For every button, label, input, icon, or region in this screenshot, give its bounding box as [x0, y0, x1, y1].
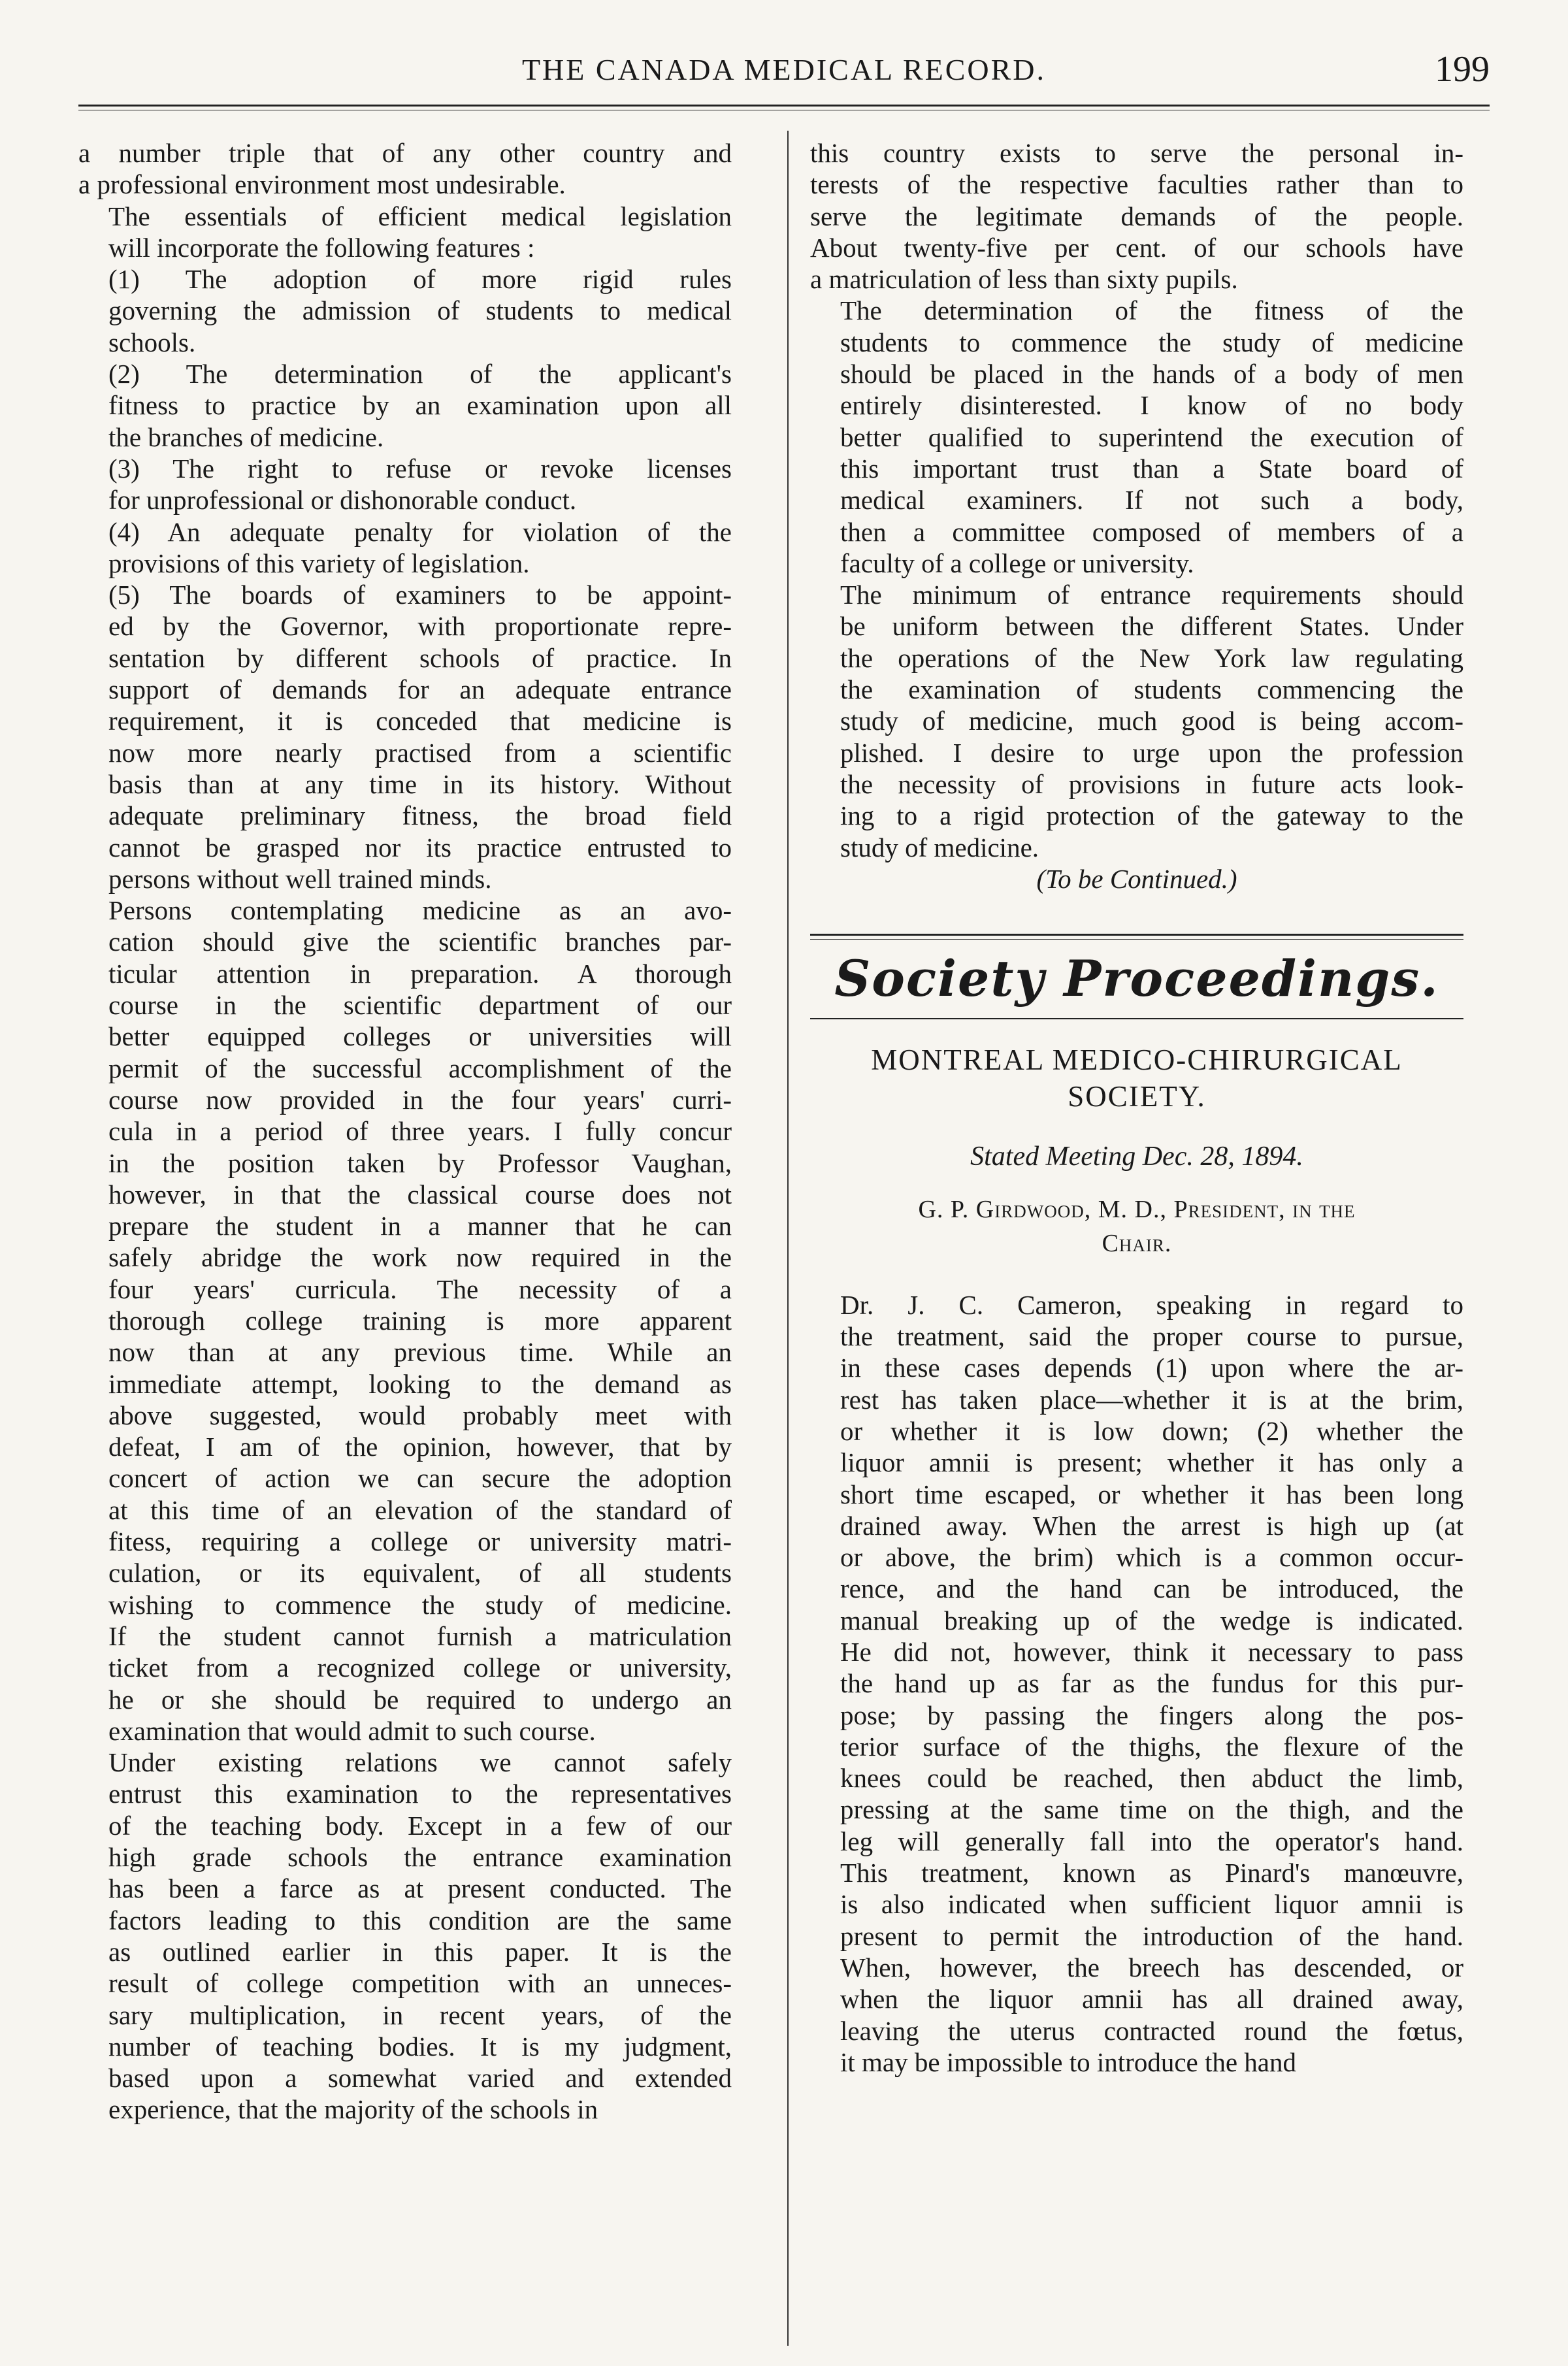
text-line: then a committee composed of members of a	[840, 516, 1463, 547]
text-line: the branches of medicine.	[108, 421, 384, 452]
text-line: he or she should be required to undergo an	[108, 1684, 732, 1715]
text-line: short time escaped, or whether it has been long	[840, 1479, 1463, 1509]
text-line: Persons contemplating medicine as an avo-	[108, 895, 732, 926]
paragraph	[810, 295, 1463, 579]
section-separator	[810, 934, 1463, 940]
society-name-line2: SOCIETY.	[1068, 1080, 1206, 1113]
text-line: This treatment, known as Pinard's manœuvre,	[840, 1858, 1463, 1888]
text-line: entirely disinterested. I know of no body	[840, 390, 1463, 421]
paragraph	[78, 895, 732, 1747]
section-title-rule	[810, 1018, 1463, 1019]
section-title: Society Proceedings.	[834, 949, 1439, 1008]
text-line: or whether it is low down; (2) whether the	[840, 1415, 1463, 1446]
society-name-line1: MONTREAL MEDICO-CHIRURGICAL	[871, 1043, 1403, 1077]
text-line: terior surface of the thighs, the flexure of the	[840, 1731, 1463, 1762]
text-line: culation, or its equivalent, of all students	[108, 1558, 732, 1588]
text-line: Dr. J. C. Cameron, speaking in regard to	[840, 1289, 1463, 1320]
text-line: requirement, it is conceded that medicine is	[108, 706, 732, 736]
text-line: sentation by different schools of practice. In	[108, 642, 732, 673]
text-line: wishing to commence the study of medicine.	[108, 1589, 732, 1620]
text-line: students to commence the study of medicine	[840, 327, 1463, 357]
text-line: a matriculation of less than sixty pupils.	[810, 264, 1238, 295]
to-be-continued: (To be Continued.)	[1036, 863, 1237, 894]
text-line: ing to a rigid protection of the gateway to the	[840, 800, 1463, 831]
text-line: permit of the successful accomplishment of the	[108, 1053, 732, 1083]
text-line: He did not, however, think it necessary to pass	[840, 1636, 1463, 1667]
text-line: at this time of an elevation of the standard of	[108, 1494, 732, 1525]
paragraph	[78, 358, 732, 453]
text-line: experience, that the majority of the schools in	[108, 2094, 598, 2125]
text-line: The minimum of entrance requirements should	[840, 580, 1463, 610]
text-line: be uniform between the different States. Under	[840, 611, 1463, 642]
text-line: or above, the brim) which is a common occur-	[840, 1542, 1463, 1573]
text-line: leaving the uterus contracted round the fœtus,	[840, 2015, 1463, 2046]
text-line: (5) The boards of examiners to be appoint-	[108, 580, 732, 610]
paragraph	[810, 1289, 1463, 2078]
left-column	[78, 137, 732, 2346]
text-line: cannot be grasped nor its practice entrusted to	[108, 832, 732, 863]
text-line: persons without well trained minds.	[108, 863, 492, 894]
text-line: serve the legitimate demands of the people.	[810, 201, 1463, 231]
paragraph	[810, 137, 1463, 295]
text-line: adequate preliminary fitness, the broad field	[108, 800, 732, 831]
text-line: a number triple that of any other country and	[78, 138, 732, 168]
text-line: is also indicated when sufficient liquor amnii is	[840, 1889, 1463, 1920]
chair-line2: Chair.	[1102, 1229, 1172, 1257]
text-line: result of college competition with an unneces-	[108, 1968, 732, 1999]
text-line: this country exists to serve the personal in-	[810, 138, 1463, 168]
text-line: the examination of students commencing the	[840, 674, 1463, 705]
text-line: defeat, I am of the opinion, however, that by	[108, 1432, 732, 1462]
text-line: based upon a somewhat varied and extended	[108, 2063, 732, 2094]
chair-line1: G. P. Girdwood, M. D., President, in the	[918, 1195, 1356, 1223]
text-line: (1) The adoption of more rigid rules	[108, 264, 732, 295]
text-line: the hand up as far as the fundus for this pur-	[840, 1668, 1463, 1699]
text-line: (3) The right to refuse or revoke licenses	[108, 453, 732, 484]
text-line: fitess, requiring a college or university matri-	[108, 1526, 732, 1557]
text-line: (4) An adequate penalty for violation of the	[108, 516, 732, 547]
text-line: leg will generally fall into the operator's hand.	[840, 1826, 1463, 1856]
text-line: a professional environment most undesirable.	[78, 169, 566, 200]
text-line: sary multiplication, in recent years, of the	[108, 1999, 732, 2030]
text-line: ticular attention in preparation. A thorough	[108, 958, 732, 989]
text-line: provisions of this variety of legislation.	[108, 548, 530, 578]
text-line: as outlined earlier in this paper. It is the	[108, 1936, 732, 1967]
text-line: rence, and the hand can be introduced, the	[840, 1573, 1463, 1604]
meeting-date: Stated Meeting Dec. 28, 1894.	[970, 1142, 1303, 1172]
text-line: when the liquor amnii has all drained away,	[840, 1984, 1463, 2014]
text-line: of the teaching body. Except in a few of our	[108, 1810, 732, 1841]
text-line: factors leading to this condition are the same	[108, 1905, 732, 1935]
chair-line	[810, 1192, 1463, 1260]
text-line: The essentials of efficient medical legislation	[108, 201, 732, 231]
text-line: prepare the student in a manner that he can	[108, 1211, 732, 1241]
text-line: immediate attempt, looking to the demand as	[108, 1368, 732, 1399]
text-line: study of medicine.	[840, 832, 1039, 863]
text-line: About twenty-five per cent. of our schools have	[810, 232, 1463, 263]
text-line: has been a farce as at present conducted. The	[108, 1873, 732, 1904]
text-line: present to permit the introduction of the hand.	[840, 1920, 1463, 1951]
text-line: four years' curricula. The necessity of a	[108, 1273, 732, 1304]
text-line: pressing at the same time on the thigh, and the	[840, 1794, 1463, 1825]
text-line: the necessity of provisions in future acts look-	[840, 768, 1463, 799]
text-line: ed by the Governor, with proportionate repre-	[108, 611, 732, 642]
paragraph	[78, 137, 732, 201]
text-line: basis than at any time in its history. Without	[108, 768, 732, 799]
text-line: cation should give the scientific branches par-	[108, 927, 732, 957]
text-line: drained away. When the arrest is high up (at	[840, 1510, 1463, 1541]
text-line: When, however, the breech has descended, or	[840, 1952, 1463, 1982]
text-line: should be placed in the hands of a body of men	[840, 359, 1463, 389]
text-line: Under existing relations we cannot safely	[108, 1747, 732, 1778]
page-header	[78, 46, 1490, 98]
text-line: safely abridge the work now required in the	[108, 1242, 732, 1273]
header-rule	[78, 105, 1490, 110]
text-line: study of medicine, much good is being accom-	[840, 706, 1463, 736]
text-line: concert of action we can secure the adoption	[108, 1463, 732, 1494]
text-line: pose; by passing the fingers along the pos-	[840, 1700, 1463, 1730]
society-name	[810, 1042, 1463, 1115]
text-line: better equipped colleges or universities will	[108, 1021, 732, 1052]
text-line: support of demands for an adequate entrance	[108, 674, 732, 705]
text-line: high grade schools the entrance examination	[108, 1842, 732, 1873]
text-line: course in the scientific department of our	[108, 990, 732, 1021]
text-line: for unprofessional or dishonorable conduct.	[108, 485, 577, 516]
paragraph	[78, 579, 732, 895]
paragraph	[810, 579, 1463, 863]
paragraph	[78, 453, 732, 516]
text-line: thorough college training is more apparent	[108, 1305, 732, 1336]
text-line: entrust this examination to the representatives	[108, 1779, 732, 1809]
text-line: knees could be reached, then abduct the limb,	[840, 1763, 1463, 1794]
running-title: THE CANADA MEDICAL RECORD.	[521, 53, 1047, 86]
right-column	[810, 137, 1463, 2346]
paragraph	[78, 1747, 732, 2126]
paragraph	[78, 201, 732, 264]
paragraph	[78, 263, 732, 358]
text-line: rest has taken place—whether it is at the brim,	[840, 1384, 1463, 1415]
text-line: terests of the respective faculties rather than to	[810, 169, 1463, 200]
text-line: now than at any previous time. While an	[108, 1337, 732, 1368]
text-line: the operations of the New York law regulating	[840, 642, 1463, 673]
text-line: If the student cannot furnish a matriculation	[108, 1620, 732, 1651]
text-line: will incorporate the following features :	[108, 232, 535, 263]
article-conclusion	[810, 137, 1463, 863]
text-line: plished. I desire to urge upon the profession	[840, 737, 1463, 768]
column-divider	[787, 131, 789, 2346]
text-line: number of teaching bodies. It is my judgment,	[108, 2031, 732, 2062]
text-line: The determination of the fitness of the	[840, 295, 1463, 326]
text-line: in the position taken by Professor Vaughan,	[108, 1147, 732, 1178]
text-line: cula in a period of three years. I fully concur	[108, 1116, 732, 1147]
text-line: now more nearly practised from a scientific	[108, 737, 732, 768]
text-line: manual breaking up of the wedge is indicated.	[840, 1605, 1463, 1635]
text-line: better qualified to superintend the execution of	[840, 421, 1463, 452]
paragraph	[78, 516, 732, 580]
text-line: (2) The determination of the applicant's	[108, 359, 732, 389]
text-line: it may be impossible to introduce the hand	[840, 2046, 1297, 2077]
text-line: course now provided in the four years' curri-	[108, 1084, 732, 1115]
text-line: examination that would admit to such course.	[108, 1715, 596, 1746]
text-line: governing the admission of students to medical	[108, 295, 732, 326]
text-line: faculty of a college or university.	[840, 548, 1194, 578]
proceedings-text	[810, 1289, 1463, 2078]
text-line: this important trust than a State board of	[840, 453, 1463, 484]
text-line: above suggested, would probably meet with	[108, 1400, 732, 1430]
text-line: schools.	[108, 327, 196, 357]
text-line: ticket from a recognized college or university,	[108, 1652, 732, 1683]
text-line: however, in that the classical course does not	[108, 1179, 732, 1209]
text-line: medical examiners. If not such a body,	[840, 485, 1463, 516]
text-line: the treatment, said the proper course to pursue,	[840, 1321, 1463, 1352]
text-line: fitness to practice by an examination upon all	[108, 390, 732, 421]
page-number: 199	[1435, 49, 1490, 90]
text-line: liquor amnii is present; whether it has only a	[840, 1447, 1463, 1478]
text-line: in these cases depends (1) upon where the ar-	[840, 1353, 1463, 1383]
